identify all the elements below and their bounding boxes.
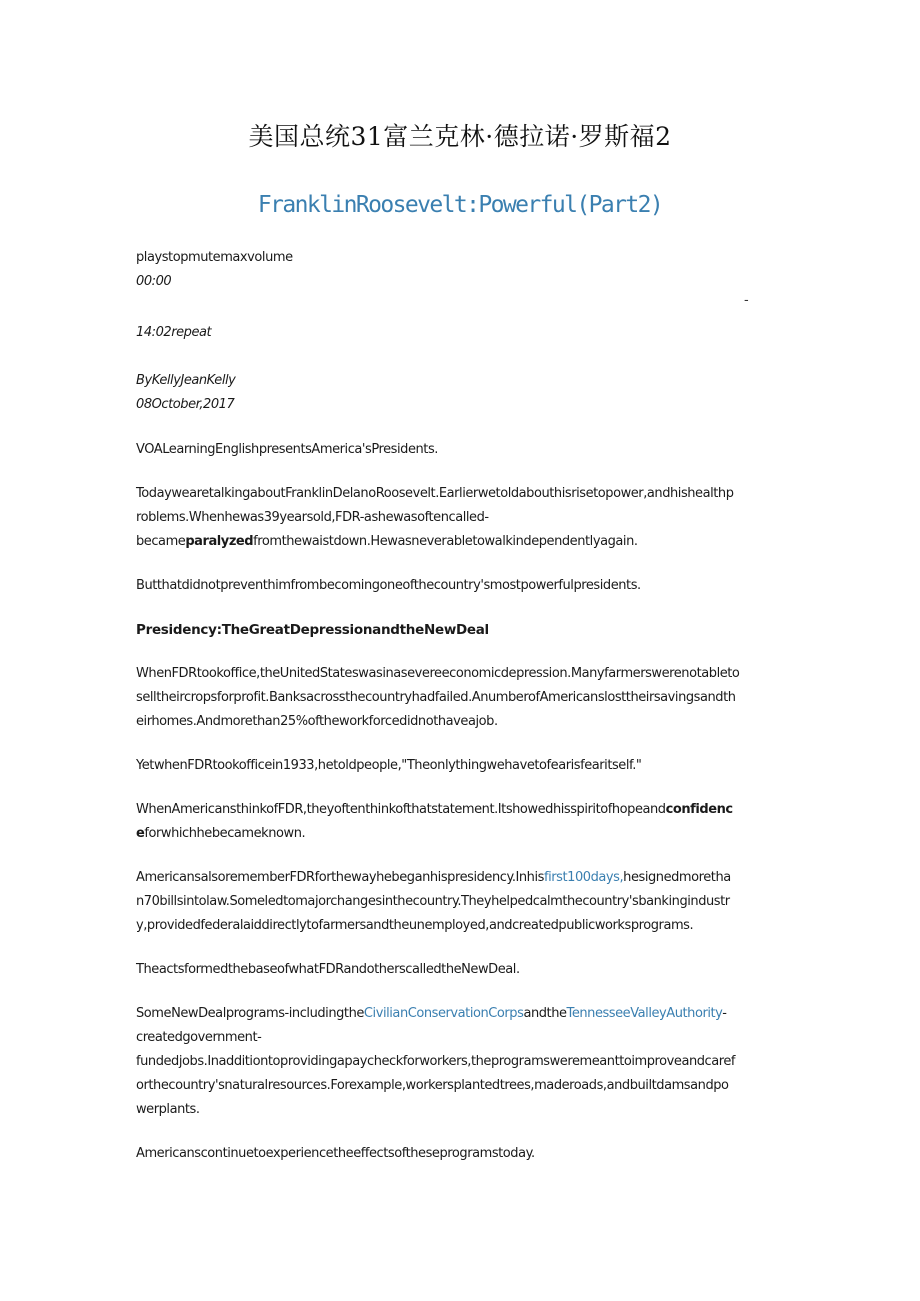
paragraph-7-line-1 [136, 870, 731, 885]
paragraph-4-line-2: selltheircropsforprofit.Banksacrossthecountryhadfailed.AnumberofAmericanslosttheirsavingsandth [136, 690, 736, 705]
section-heading: Presidency:TheGreatDepressionandtheNewDeal [136, 622, 489, 638]
vocab-word-paralyzed: paralyzed [185, 534, 254, 549]
paragraph-7-line-2: n70billsintolaw.Someledtomajorchangesinthecountry.Theyhelpedcalmthecountry'sbankingindustr [136, 894, 730, 909]
text-span: SomeNewDealprograms-includingthe [136, 1006, 364, 1021]
paragraph-4-line-1: WhenFDRtookoffice,theUnitedStateswasinasevereeconomicdepression.Manyfarmerswerenotableto [136, 666, 740, 681]
link-civilian-conservation-corps[interactable]: CivilianConservationCorps [363, 1006, 524, 1021]
audio-time-separator: - [744, 293, 749, 308]
paragraph-2-line-1: TodaywearetalkingaboutFranklinDelanoRoosevelt.Earlierwetoldabouthisrisetopower,andhishealthp [136, 486, 734, 501]
vocab-word-confidence-part-2: e [136, 826, 145, 841]
byline-author: ByKellyJeanKelly [136, 373, 236, 388]
text-span: AmericansalsorememberFDRforthewayhebeganhispresidency.Inhis [136, 870, 544, 885]
text-span: andthe [523, 1006, 567, 1021]
page-title-chinese: 美国总统31富兰克林·德拉诺·罗斯福2 [248, 122, 672, 151]
paragraph-9-line-1 [136, 1006, 726, 1021]
paragraph-6-line-2 [136, 826, 305, 841]
paragraph-intro: VOALearningEnglishpresentsAmerica'sPresidents. [136, 442, 438, 457]
link-first-100-days[interactable]: first100days, [543, 870, 624, 885]
paragraph-8: TheactsformedthebaseofwhatFDRandotherscalledtheNewDeal. [136, 962, 520, 977]
paragraph-9-line-5: werplants. [136, 1102, 200, 1117]
vocab-word-confidence-part-1: confidenc [665, 802, 733, 817]
audio-duration-repeat[interactable]: 14:02repeat [136, 325, 212, 340]
page-title-english: FranklinRoosevelt:Powerful(Part2) [257, 192, 663, 218]
paragraph-9-line-3: fundedjobs.Inadditiontoprovidingapaycheckforworkers,theprogramsweremeanttoimproveandcaref [136, 1054, 736, 1069]
audio-player-controls[interactable]: playstopmutemaxvolume [136, 250, 293, 265]
text-span: forwhichhebecameknown. [144, 826, 306, 841]
paragraph-10: Americanscontinuetoexperiencetheeffectsoftheseprogramstoday. [136, 1146, 535, 1161]
audio-current-time: 00:00 [136, 274, 172, 289]
text-span: became [136, 534, 186, 549]
text-span: hesignedmoretha [623, 870, 731, 885]
paragraph-9-line-4: orthecountry'snaturalresources.Forexample,workersplantedtrees,maderoads,andbuiltdamsandpo [136, 1078, 729, 1093]
paragraph-9-line-2: createdgovernment- [136, 1030, 262, 1045]
link-tennessee-valley-authority[interactable]: TennesseeValleyAuthority [566, 1006, 723, 1021]
paragraph-6-line-1 [136, 802, 733, 817]
byline-date: 08October,2017 [136, 397, 235, 412]
text-span: - [722, 1006, 727, 1021]
paragraph-4-line-3: eirhomes.Andmorethan25%oftheworkforcedidnothaveajob. [136, 714, 498, 729]
paragraph-3: Butthatdidnotpreventhimfrombecomingoneofthecountry'smostpowerfulpresidents. [136, 578, 641, 593]
paragraph-2-line-3 [136, 534, 638, 549]
text-span: WhenAmericansthinkofFDR,theyoftenthinkofthatstatement.Itshowedhisspiritofhopeand [136, 802, 666, 817]
paragraph-7-line-3: y,providedfederalaiddirectlytofarmersandtheunemployed,andcreatedpublicworksprograms. [136, 918, 694, 933]
paragraph-2-line-2: roblems.Whenhewas39yearsold,FDR-ashewasoftencalled- [136, 510, 489, 525]
paragraph-5: YetwhenFDRtookofficein1933,hetoldpeople,"Theonlythingwehavetofearisfearitself." [136, 758, 642, 773]
text-span: fromthewaistdown.Hewasneverabletowalkindependentlyagain. [253, 534, 638, 549]
